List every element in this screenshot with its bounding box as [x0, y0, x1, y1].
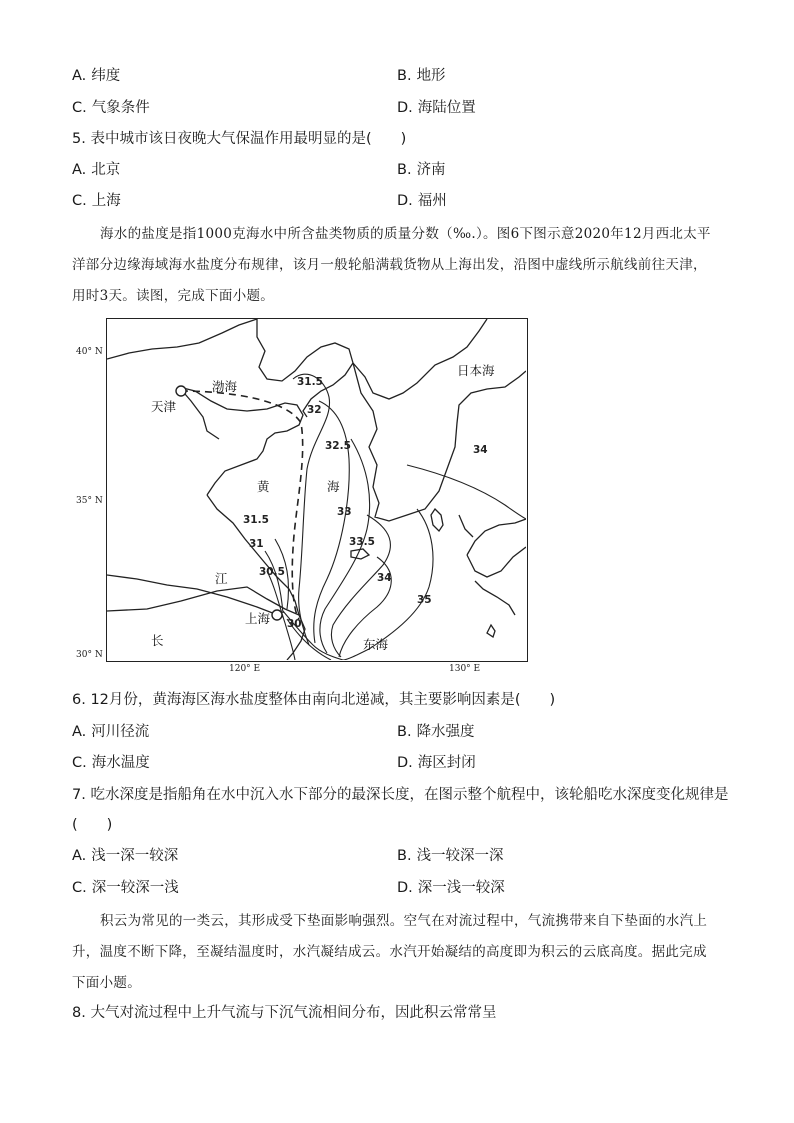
contour-label-34: 34 [377, 572, 392, 584]
option-b [397, 160, 446, 180]
option-text: 上海 [91, 193, 121, 209]
option-label: D. [397, 193, 413, 209]
option-d [397, 753, 476, 773]
option-label: D. [397, 755, 413, 771]
label-donghai: 东海 [363, 637, 389, 652]
option-label: A. [72, 68, 87, 84]
option-text: 济南 [416, 162, 446, 178]
option-text: 降水强度 [416, 724, 475, 740]
lat-label-35: 35° N [76, 496, 103, 506]
option-c [72, 753, 150, 773]
liaodong-coast [257, 319, 353, 381]
option-b [397, 846, 504, 866]
shanghai-marker [272, 610, 282, 620]
passage-line: 积云为常见的一类云，其形成受下垫面影响强烈。空气在对流过程中，气流携带来自下垫面的水汽上 [100, 913, 708, 929]
option-c [72, 191, 121, 211]
contour-label-315-w: 31.5 [243, 514, 269, 526]
option-a [72, 722, 149, 742]
shandong-coast [179, 387, 303, 495]
question-7-stem: 7. 吃水深度是指船角在水中沉入水下部分的最深长度，在图示整个航程中，该轮船吃水深度变化规律是 [72, 787, 729, 803]
lat-label-30: 30° N [76, 650, 103, 660]
isoline-325 [314, 401, 350, 643]
passage-line: 洋部分边缘海域海水盐度分布规律，该月一般轮船满载货物从上海出发，沿图中虚线所示航线前往天津， [72, 257, 707, 273]
option-text: 深一较深一浅 [91, 880, 179, 896]
option-text: 纬度 [91, 68, 121, 84]
option-d [397, 98, 476, 118]
option-label: C. [72, 755, 87, 771]
option-label: C. [72, 100, 87, 116]
contour-label-34-e: 34 [473, 444, 488, 456]
passage-line: 用时3天。读图，完成下面小题。 [72, 288, 275, 304]
option-a [72, 846, 178, 866]
lon-label-130: 130° E [449, 664, 481, 674]
option-label: D. [397, 880, 413, 896]
question-5-stem: 5. 表中城市该日夜晚大气保温作用最明显的是( ) [72, 131, 407, 147]
option-text: 浅一较深一深 [416, 848, 504, 864]
option-text: 海水温度 [91, 755, 150, 771]
option-label: C. [72, 193, 87, 209]
label-tianjin: 天津 [151, 399, 177, 414]
option-c [72, 98, 150, 118]
contour-label-315: 31.5 [297, 376, 323, 388]
salinity-contours [265, 374, 526, 660]
option-b [397, 722, 475, 742]
option-d [397, 878, 505, 898]
korea-north-coast [353, 319, 487, 399]
option-d [397, 191, 447, 211]
option-text: 浅一深一较深 [91, 848, 179, 864]
option-text: 北京 [91, 162, 121, 178]
map-drawing [107, 319, 526, 660]
label-shanghai: 上海 [245, 611, 271, 626]
contour-label-30: 30 [287, 618, 302, 630]
question-7-stem-cont: ( ) [72, 817, 113, 833]
contour-label-33: 33 [337, 506, 352, 518]
contour-label-325: 32.5 [325, 440, 351, 452]
option-text: 深一浅一较深 [417, 880, 505, 896]
question-6-stem: 6. 12月份，黄海海区海水盐度整体由南向北递减，其主要影响因素是( ) [72, 692, 556, 708]
option-label: D. [397, 100, 413, 116]
label-huang: 黄 [257, 479, 270, 494]
question-8-stem: 8. 大气对流过程中上升气流与下沉气流相间分布，因此积云常常呈 [72, 1005, 497, 1021]
option-label: A. [72, 848, 87, 864]
salinity-map [106, 318, 528, 662]
option-label: B. [397, 162, 412, 178]
lat-label-40: 40° N [76, 347, 103, 357]
lon-label-120: 120° E [229, 664, 261, 674]
passage-line: 升，温度不断下降，至凝结温度时，水汽凝结成云。水汽开始凝结的高度即为积云的云底高度。据此完成 [72, 944, 707, 960]
option-label: B. [397, 68, 412, 84]
passage-line: 海水的盐度是指1000克海水中所含盐类物质的质量分数（‰.）。图6下图示意2020年12月西北太平 [100, 226, 711, 242]
jiangsu-coast [207, 495, 299, 615]
label-chang: 长 [151, 633, 164, 648]
option-c [72, 878, 179, 898]
option-text: 海陆位置 [417, 100, 476, 116]
option-label: A. [72, 162, 87, 178]
contour-label-305: 30.5 [259, 566, 285, 578]
label-hai: 海 [327, 479, 340, 494]
korea-coast [353, 363, 526, 521]
option-a [72, 160, 120, 180]
option-text: 海区封闭 [417, 755, 476, 771]
contour-label-32: 32 [307, 404, 322, 416]
label-bohai: 渤海 [212, 379, 238, 394]
tianjin-marker [176, 386, 186, 396]
option-text: 河川径流 [91, 724, 150, 740]
contour-label-335: 33.5 [349, 536, 375, 548]
option-label: B. [397, 848, 412, 864]
option-text: 气象条件 [91, 100, 150, 116]
option-text: 福州 [417, 193, 447, 209]
label-jiang: 江 [215, 571, 228, 586]
option-b [397, 66, 446, 86]
option-label: B. [397, 724, 412, 740]
label-japan-sea: 日本海 [457, 363, 495, 378]
contour-label-35: 35 [417, 594, 432, 606]
option-label: C. [72, 880, 87, 896]
isoline-34-e [407, 465, 526, 519]
option-label: A. [72, 724, 87, 740]
option-a [72, 66, 120, 86]
contour-label-31: 31 [249, 538, 264, 550]
zhejiang-coast [107, 587, 305, 660]
option-text: 地形 [416, 68, 446, 84]
passage-line: 下面小题。 [72, 975, 141, 991]
isoline-31 [265, 551, 283, 613]
